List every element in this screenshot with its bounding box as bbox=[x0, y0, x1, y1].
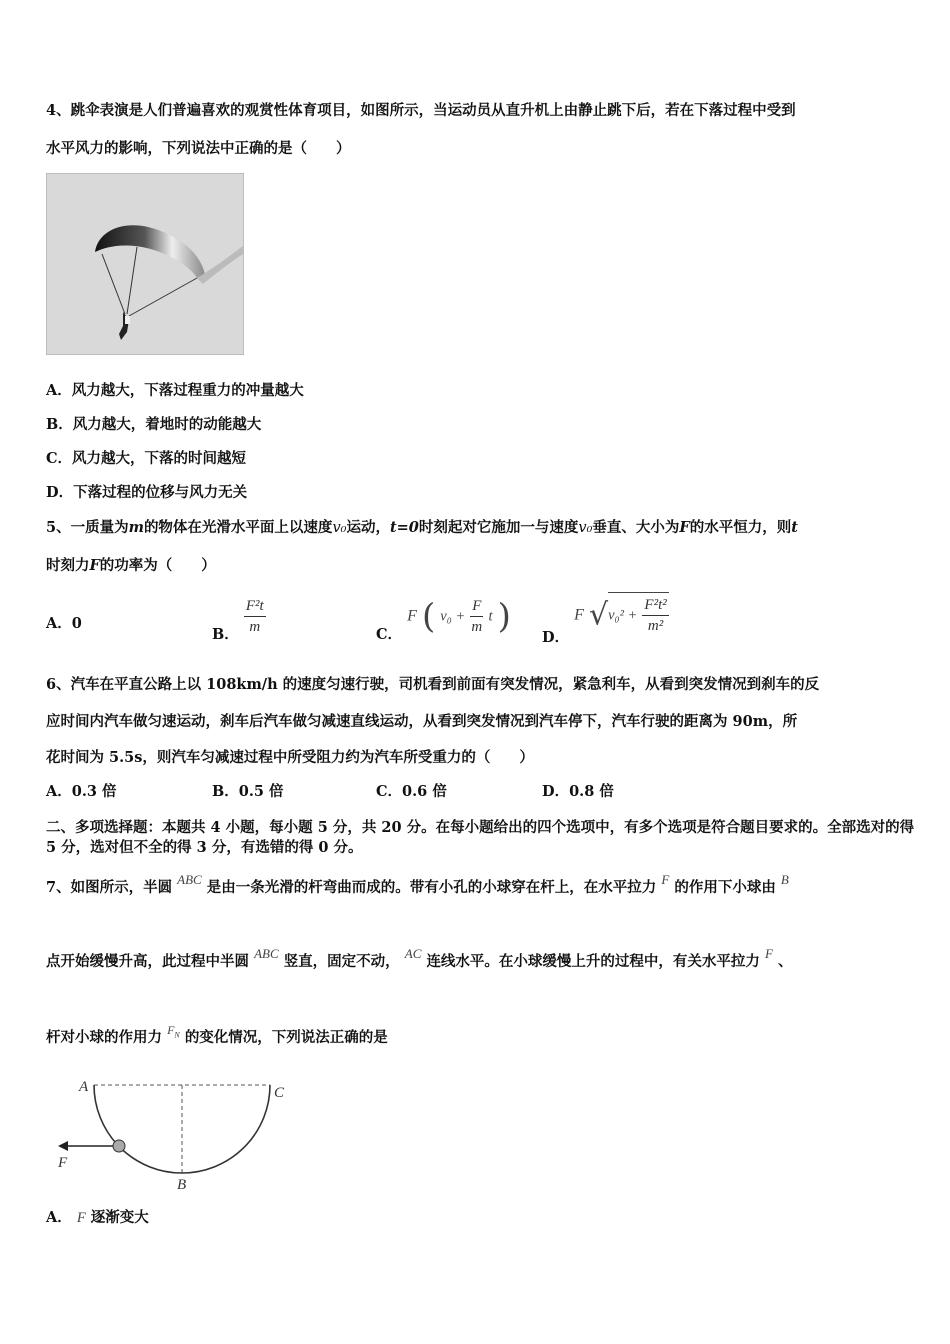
label-a: A bbox=[79, 1079, 89, 1095]
q5-stem-line2: 时刻力F的功率为（ ） bbox=[46, 557, 216, 574]
label-f: F bbox=[58, 1155, 68, 1171]
q4-option-c: C．风力越大，下落的时间越短 bbox=[46, 450, 247, 467]
q6-option-c: C．0.6 倍 bbox=[376, 783, 447, 800]
q4-stem-line1: 4、跳伞表演是人们普遍喜欢的观赏性体育项目，如图所示，当运动员从直升机上由静止跳下后，若在下落过程中受到 bbox=[46, 102, 796, 119]
q4-option-b: B．风力越大，着地时的动能越大 bbox=[46, 416, 262, 433]
q5-option-c: C． F ( v₀ + $\frac{F}{m}$ t ) bbox=[376, 596, 511, 643]
q6-option-a: A．0.3 倍 bbox=[46, 783, 117, 800]
q4-option-d: D．下落过程的位移与风力无关 bbox=[46, 484, 248, 501]
q7-stem-line3: 杆对小球的作用力 $^{F_N}$ 的变化情况，下列说法正确的是 bbox=[46, 1023, 388, 1046]
q7-stem-line2: 点开始缓慢升高，此过程中半圆 ABC 竖直，固定不动， AC 连线水平。在小球缓慢上升的过程中，有关水平拉力 F 、 bbox=[46, 946, 793, 970]
q7-stem-line1: 7、如图所示，半圆 ABC 是由一条光滑的杆弯曲而成的。带有小孔的小球穿在杆上，在水平拉力 F 的作用下小球由 B bbox=[46, 872, 789, 896]
section2-instructions: 二、多项选择题：本题共 4 小题，每小题 5 分，共 20 分。在每小题给出的四个选项中，有多个选项是符合题目要求的。全部选对的得 5 分，选对但不全的得 3 分，有选错的得 0 分。 bbox=[46, 819, 915, 856]
q6-stem-line2: 应时间内汽车做匀速运动，刹车后汽车做匀减速直线运动，从看到突发情况到汽车停下，汽车行驶的距离为 90m，所 bbox=[46, 713, 798, 730]
parachute-photo bbox=[46, 173, 244, 355]
q7-option-a: A． F 逐渐变大 bbox=[46, 1209, 149, 1226]
q6-option-d: D．0.8 倍 bbox=[542, 783, 614, 800]
label-c: C bbox=[274, 1085, 285, 1101]
q6-stem-line1: 6、汽车在平直公路上以 108km/h 的速度匀速行驶，司机看到前面有突发情况，紧急利车，从看到突发情况到刹车的反 bbox=[46, 676, 820, 693]
q4-option-a: A．风力越大，下落过程重力的冲量越大 bbox=[46, 382, 304, 399]
q5-option-b: B． $\frac{\text{F²t}}{m}$ bbox=[212, 598, 264, 643]
q4-stem-line2: 水平风力的影响，下列说法中正确的是（ ） bbox=[46, 140, 351, 157]
semicircle-diagram bbox=[52, 1075, 292, 1195]
q5-stem-line1: 5、一质量为m的物体在光滑水平面上以速度v₀运动，t=0时刻起对它施加一与速度v₀垂直、大小为F的水平恒力，则t bbox=[46, 519, 798, 536]
q5-option-a: A．0 bbox=[46, 615, 82, 632]
q6-stem-line3: 花时间为 5.5s，则汽车匀减速过程中所受阻力约为汽车所受重力的（ ） bbox=[46, 749, 534, 766]
q5-option-d: D． F √v₀² + $\frac{\text{F²t²}}{\text{m²}}$ bbox=[542, 592, 669, 636]
label-b: B bbox=[177, 1177, 187, 1193]
q6-option-b: B．0.5 倍 bbox=[212, 783, 284, 800]
